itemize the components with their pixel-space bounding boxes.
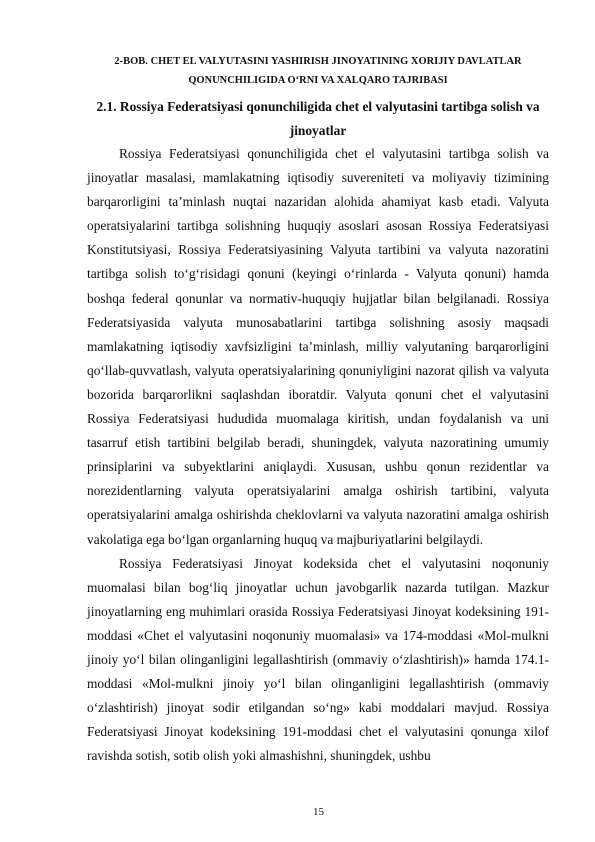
body-text (87, 142, 549, 768)
section-title: 2.1. Rossiya Federatsiyasi qonunchiligida chet el valyutasini tartibga solish va jinoyatlar (96, 99, 540, 138)
page-number: 15 (313, 806, 324, 818)
paragraph: Rossiya Federatsiyasi qonunchiligida chet el valyutasini tartibga solish va jinoyatlar masalasi, mamlakatning iqtisodiy suvereniteti va moliyaviy tizimining barqarorligini ta’minlash nuqtai nazaridan alohida ahamiyat kasb etadi. Valyuta operatsiyalarini tartibga solishning huquqiy asoslari asosan Rossiya Federatsiyasi Konstitutsiyasi, Rossiya Federatsiyasining Valyuta tartibini va valyuta nazoratini tartibga solish to‘g‘risidagi qonuni (keyingi o‘rinlarda - Valyuta qonuni) hamda boshqa federal qonunlar va normativ-huquqiy hujjatlar bilan belgilanadi. Rossiya Federatsiyasida valyuta munosabatlarini tartibga solishning asosiy maqsadi mamlakatning iqtisodiy xavfsizligini ta’minlash, milliy valyutaning barqarorligini qo‘llab-quvvatlash, valyuta operatsiyalarining qonuniyligini nazorat qilish va valyuta bozorida barqarorlikni saqlashdan iboratdir. Valyuta qonuni chet el valyutasini Rossiya Federatsiyasi hududida muomalaga kiritish, undan foydalanish va uni tasarruf etish tartibini belgilab beradi, shuningdek, valyuta nazoratining umumiy prinsiplarini va subyektlarini aniqlaydi. Xususan, ushbu qonun rezidentlar va norezidentlarning valyuta operatsiyalarini amalga oshirish tartibini, valyuta operatsiyalarini amalga oshirishda cheklovlarni va valyuta nazoratini amalga oshirish vakolatiga ega bo‘lgan organlarning huquq va majburiyatlarini belgilaydi. (87, 146, 549, 547)
chapter-title: 2-BOB. CHET EL VALYUTASINI YASHIRISH JINOYATINING XORIJIY DAVLATLAR QONUNCHILIGIDA O‘RNI VA XALQARO TAJRIBASI (114, 56, 522, 86)
paragraph: Rossiya Federatsiyasi Jinoyat kodeksida chet el valyutasini noqonuniy muomalasi bilan bog‘liq jinoyatlar uchun javobgarlik nazarda tutilgan. Mazkur jinoyatlarning eng muhimlari orasida Rossiya Federatsiyasi Jinoyat kodeksining 191-moddasi «Chet el valyutasini noqonuniy muomalasi» va 174-moddasi «Mol-mulkni jinoiy yo‘l bilan olinganligini legallashtirish (ommaviy o‘zlashtirish)» hamda 174.1-moddasi «Mol-mulkni jinoiy yo‘l bilan olinganligini legallashtirish (ommaviy o‘zlashtirish) jinoyat sodir etilgandan so‘ng» kabi moddalari mavjud. Rossiya Federatsiyasi Jinoyat kodeksining 191-moddasi chet el valyutasini qonunga xilof ravishda sotish, sotib olish yoki almashishni, shuningdek, ushbu (87, 555, 549, 764)
